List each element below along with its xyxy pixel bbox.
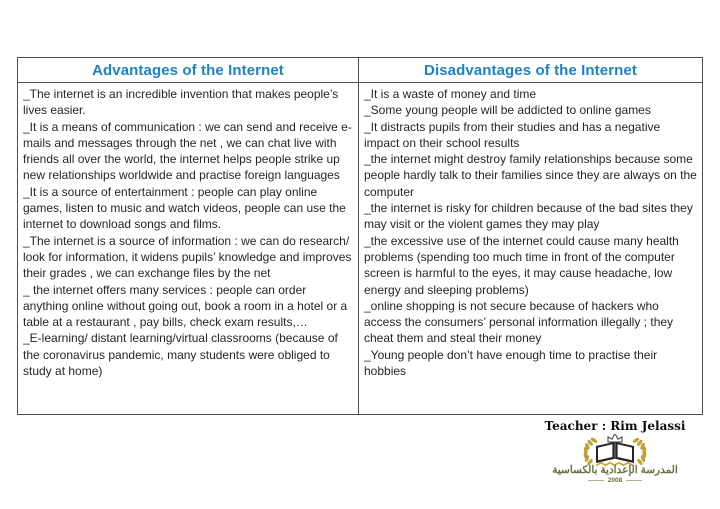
list-item: _online shopping is not secure because of hackers who access the consumers’ personal information illegally ; they cheat them and steal their money [364,298,674,346]
list-item: _The internet is a source of information : we can do research/ look for information, it widens pupils’ knowledge and improves their grades , we can exchange files by the net [23,233,352,281]
list-item: _Some young people will be addicted to online games [364,103,651,118]
list-item: _It is a waste of money and time [364,87,537,101]
laurel-left-icon [584,437,598,465]
list-item: _the excessive use of the internet could cause many health problems (spending too much time in front of the computer screen is harmful to the eyes, it may cause headache, low energy and sleeping problems) [364,233,679,297]
school-emblem-icon [560,434,670,467]
list-item: _E-learning/ distant learning/virtual classrooms (because of the coronavirus pandemic, many students were obliged to study at home) [23,331,338,379]
list-item: _the internet is risky for children because of the bad sites they may visit or the violent games they may play [364,201,693,232]
teacher-name: Teacher : Rim Jelassi [544,419,686,433]
laurel-right-icon [632,437,646,465]
footer [522,419,708,484]
school-founding-year: 2008 [588,477,642,484]
list-item: _It is a means of communication : we can send and receive e-mails and messages through the net , we can chat live with friends all over the world, the internet helps people strike up new relationships worldwide and practise foreign languages [23,119,352,183]
internet-pros-cons-table [17,57,703,415]
list-item: _ the internet offers many services : people can order anything online without going out, book a room in a hotel or a table at a restaurant , pay bills, check exam results,… [23,282,348,330]
list-item: _The internet is an incredible invention that makes people’s lives easier. [23,87,339,118]
advantages-cell [18,83,358,414]
disadvantages-header: Disadvantages of the Internet [358,58,702,83]
school-name-arabic: المدرسة الإعدادية بالكساسية [552,464,678,476]
list-item: _Young people don’t have enough time to practise their hobbies [364,347,658,379]
advantages-header: Advantages of the Internet [18,58,358,83]
disadvantages-cell [358,83,702,414]
open-book-icon [596,442,634,463]
list-item: _It distracts pupils from their studies and has a negative impact on their school results [364,119,661,150]
crown-icon [608,434,622,442]
list-item: _the internet might destroy family relationships because some people hardly talk to their families since they are always on the computer [364,152,697,199]
list-item: _It is a source of entertainment : people can play online games, listen to music and watch videos, people can use the internet to download songs and films. [23,184,346,232]
